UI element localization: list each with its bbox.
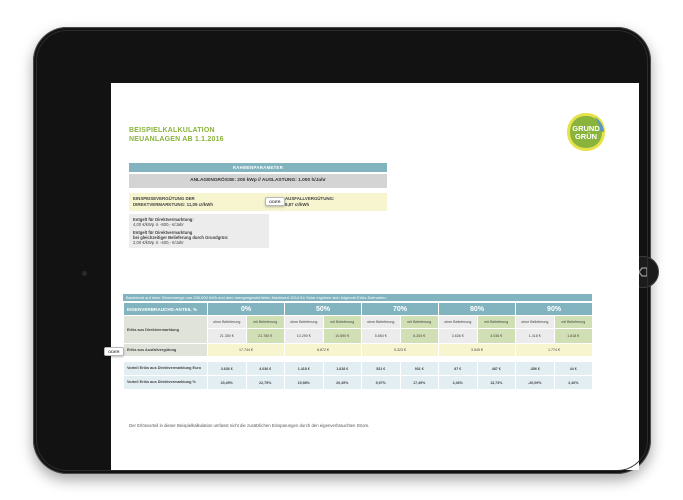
pct-0: 0%: [208, 303, 285, 316]
table-cell: 1.818 €: [323, 362, 362, 376]
table-cell: -20,09%: [516, 376, 555, 390]
table-cell: 17.744 €: [208, 344, 285, 357]
sub-ohne: ohne Belieferung: [208, 316, 247, 329]
table-cell: 10.290 €: [285, 329, 324, 344]
camera-dot: [82, 271, 87, 276]
table-row: [124, 344, 593, 357]
sub-mit: mit Belieferung: [323, 316, 362, 329]
pct-90: 90%: [516, 303, 593, 316]
pct-50: 50%: [285, 303, 362, 316]
table-cell: 1.418 €: [285, 362, 324, 376]
table-cell: 17,49%: [400, 376, 439, 390]
row-label-adv-pct: Vorteil Erlös aus Direktvermarktung %: [124, 376, 208, 390]
tariff-row: [129, 193, 387, 211]
table-cell: 9,97%: [362, 376, 401, 390]
table-cell: 8.872 €: [285, 344, 362, 357]
table-cell: 487 €: [477, 362, 516, 376]
sub-mit: mit Belieferung: [477, 316, 516, 329]
table-cell: 1.418 €: [516, 329, 555, 344]
row-label-adv-eur: Vorteil Erlös aus Direktvermarktung Euro: [124, 362, 208, 376]
table-cell: 4.036 €: [477, 329, 516, 344]
table-cell: 1.818 €: [554, 329, 593, 344]
table-cell: 2,46%: [439, 376, 478, 390]
table-cell: 4.036 €: [246, 362, 285, 376]
document-title: BEISPIELKALKULATION NEUANLAGEN AB 1.1.2016: [129, 127, 224, 143]
table-cell: 931 €: [400, 362, 439, 376]
table-cell: 3.549 €: [439, 344, 516, 357]
sub-ohne: ohne Belieferung: [439, 316, 478, 329]
parameter-block: [129, 163, 387, 248]
table-cell: 22,75%: [246, 376, 285, 390]
table-cell: 1.774 €: [516, 344, 593, 357]
grundgruen-logo: [565, 111, 607, 153]
table-cell: 21.780 €: [246, 329, 285, 344]
table-cell: 10.690 €: [323, 329, 362, 344]
sub-mit: mit Belieferung: [246, 316, 285, 329]
sub-mit: mit Belieferung: [400, 316, 439, 329]
table-cell: 5.323 €: [362, 344, 439, 357]
scenario-table: [123, 302, 593, 390]
table-cell: 20,49%: [323, 376, 362, 390]
sub-ohne: ohne Belieferung: [362, 316, 401, 329]
table-cell: 3.636 €: [439, 329, 478, 344]
direct-tariff: EINSPEISEVERGÜTUNG DER DIREKTVERMARKTUNG: 11,09 ct/kWh: [129, 193, 269, 211]
table-cell: 3.636 €: [208, 362, 247, 376]
table-cell: 6.254 €: [400, 329, 439, 344]
footnote: Der Erlösvorteil in dieser Beispielkalkulation umfasst nicht die zusätzlichen Einsparungen durch den eigenverbrauchten Strom.: [129, 423, 370, 428]
parameter-header: RAHMENPARAMETER: [129, 163, 387, 172]
fallback-tariff: AUSFALLVERGÜTUNG: 8,87 ct/kWh: [269, 193, 387, 211]
logo-text-1: GRUND: [572, 124, 600, 133]
header-label: EIGENVERBRAUCHS-ANTEIL %: [124, 303, 208, 316]
fee-box: Entgelt für Direktvermarktung: 4,00 €/kWp ≙ -800,- €/Jahr Entgelt für Direktvermarktung bei gleichzeitiger Belieferung durch Grundgrün: 2,00 €/kWp ≙ -400,- €/Jahr: [129, 214, 269, 248]
table-cell: 2,46%: [554, 376, 593, 390]
plant-size: ANLAGENGRÖSSE: 200 kWp // AUSLASTUNG: 1.000 h/Jahr: [129, 174, 387, 188]
pct-80: 80%: [439, 303, 516, 316]
table-cell: 21.350 €: [208, 329, 247, 344]
pct-70: 70%: [362, 303, 439, 316]
table-cell: 13,73%: [477, 376, 516, 390]
oder-badge: ODER: [265, 197, 285, 206]
sub-ohne: ohne Belieferung: [285, 316, 324, 329]
table-cell: 87 €: [439, 362, 478, 376]
row-label-direct: Erlös aus Direktvermarktung: [124, 316, 208, 344]
table-cell: 5.854 €: [362, 329, 401, 344]
table-cell: 44 €: [554, 362, 593, 376]
table-cell: -356 €: [516, 362, 555, 376]
table-row: [124, 362, 593, 376]
tablet-frame: [33, 27, 651, 474]
sub-ohne: ohne Belieferung: [516, 316, 555, 329]
table-header-row: [124, 303, 593, 316]
table-cell: 531 €: [362, 362, 401, 376]
table-row: [124, 316, 593, 329]
oder-badge: ODER: [104, 347, 124, 356]
sub-mit: mit Belieferung: [554, 316, 593, 329]
table-cell: 15,98%: [285, 376, 324, 390]
scenario-intro: Basierend auf einer Strommenge von 200.000 kWh und dem mengengewichteten Marktwert 2014 für Solar ergeben sich folgende Erlös-Szenarien:: [123, 294, 592, 301]
table-row: [124, 376, 593, 390]
logo-text-2: GRÜN: [574, 132, 598, 141]
row-label-fallback: Erlös aus Ausfallvergütung: [124, 344, 208, 357]
document-screen: [108, 83, 639, 470]
table-cell: 20,49%: [208, 376, 247, 390]
